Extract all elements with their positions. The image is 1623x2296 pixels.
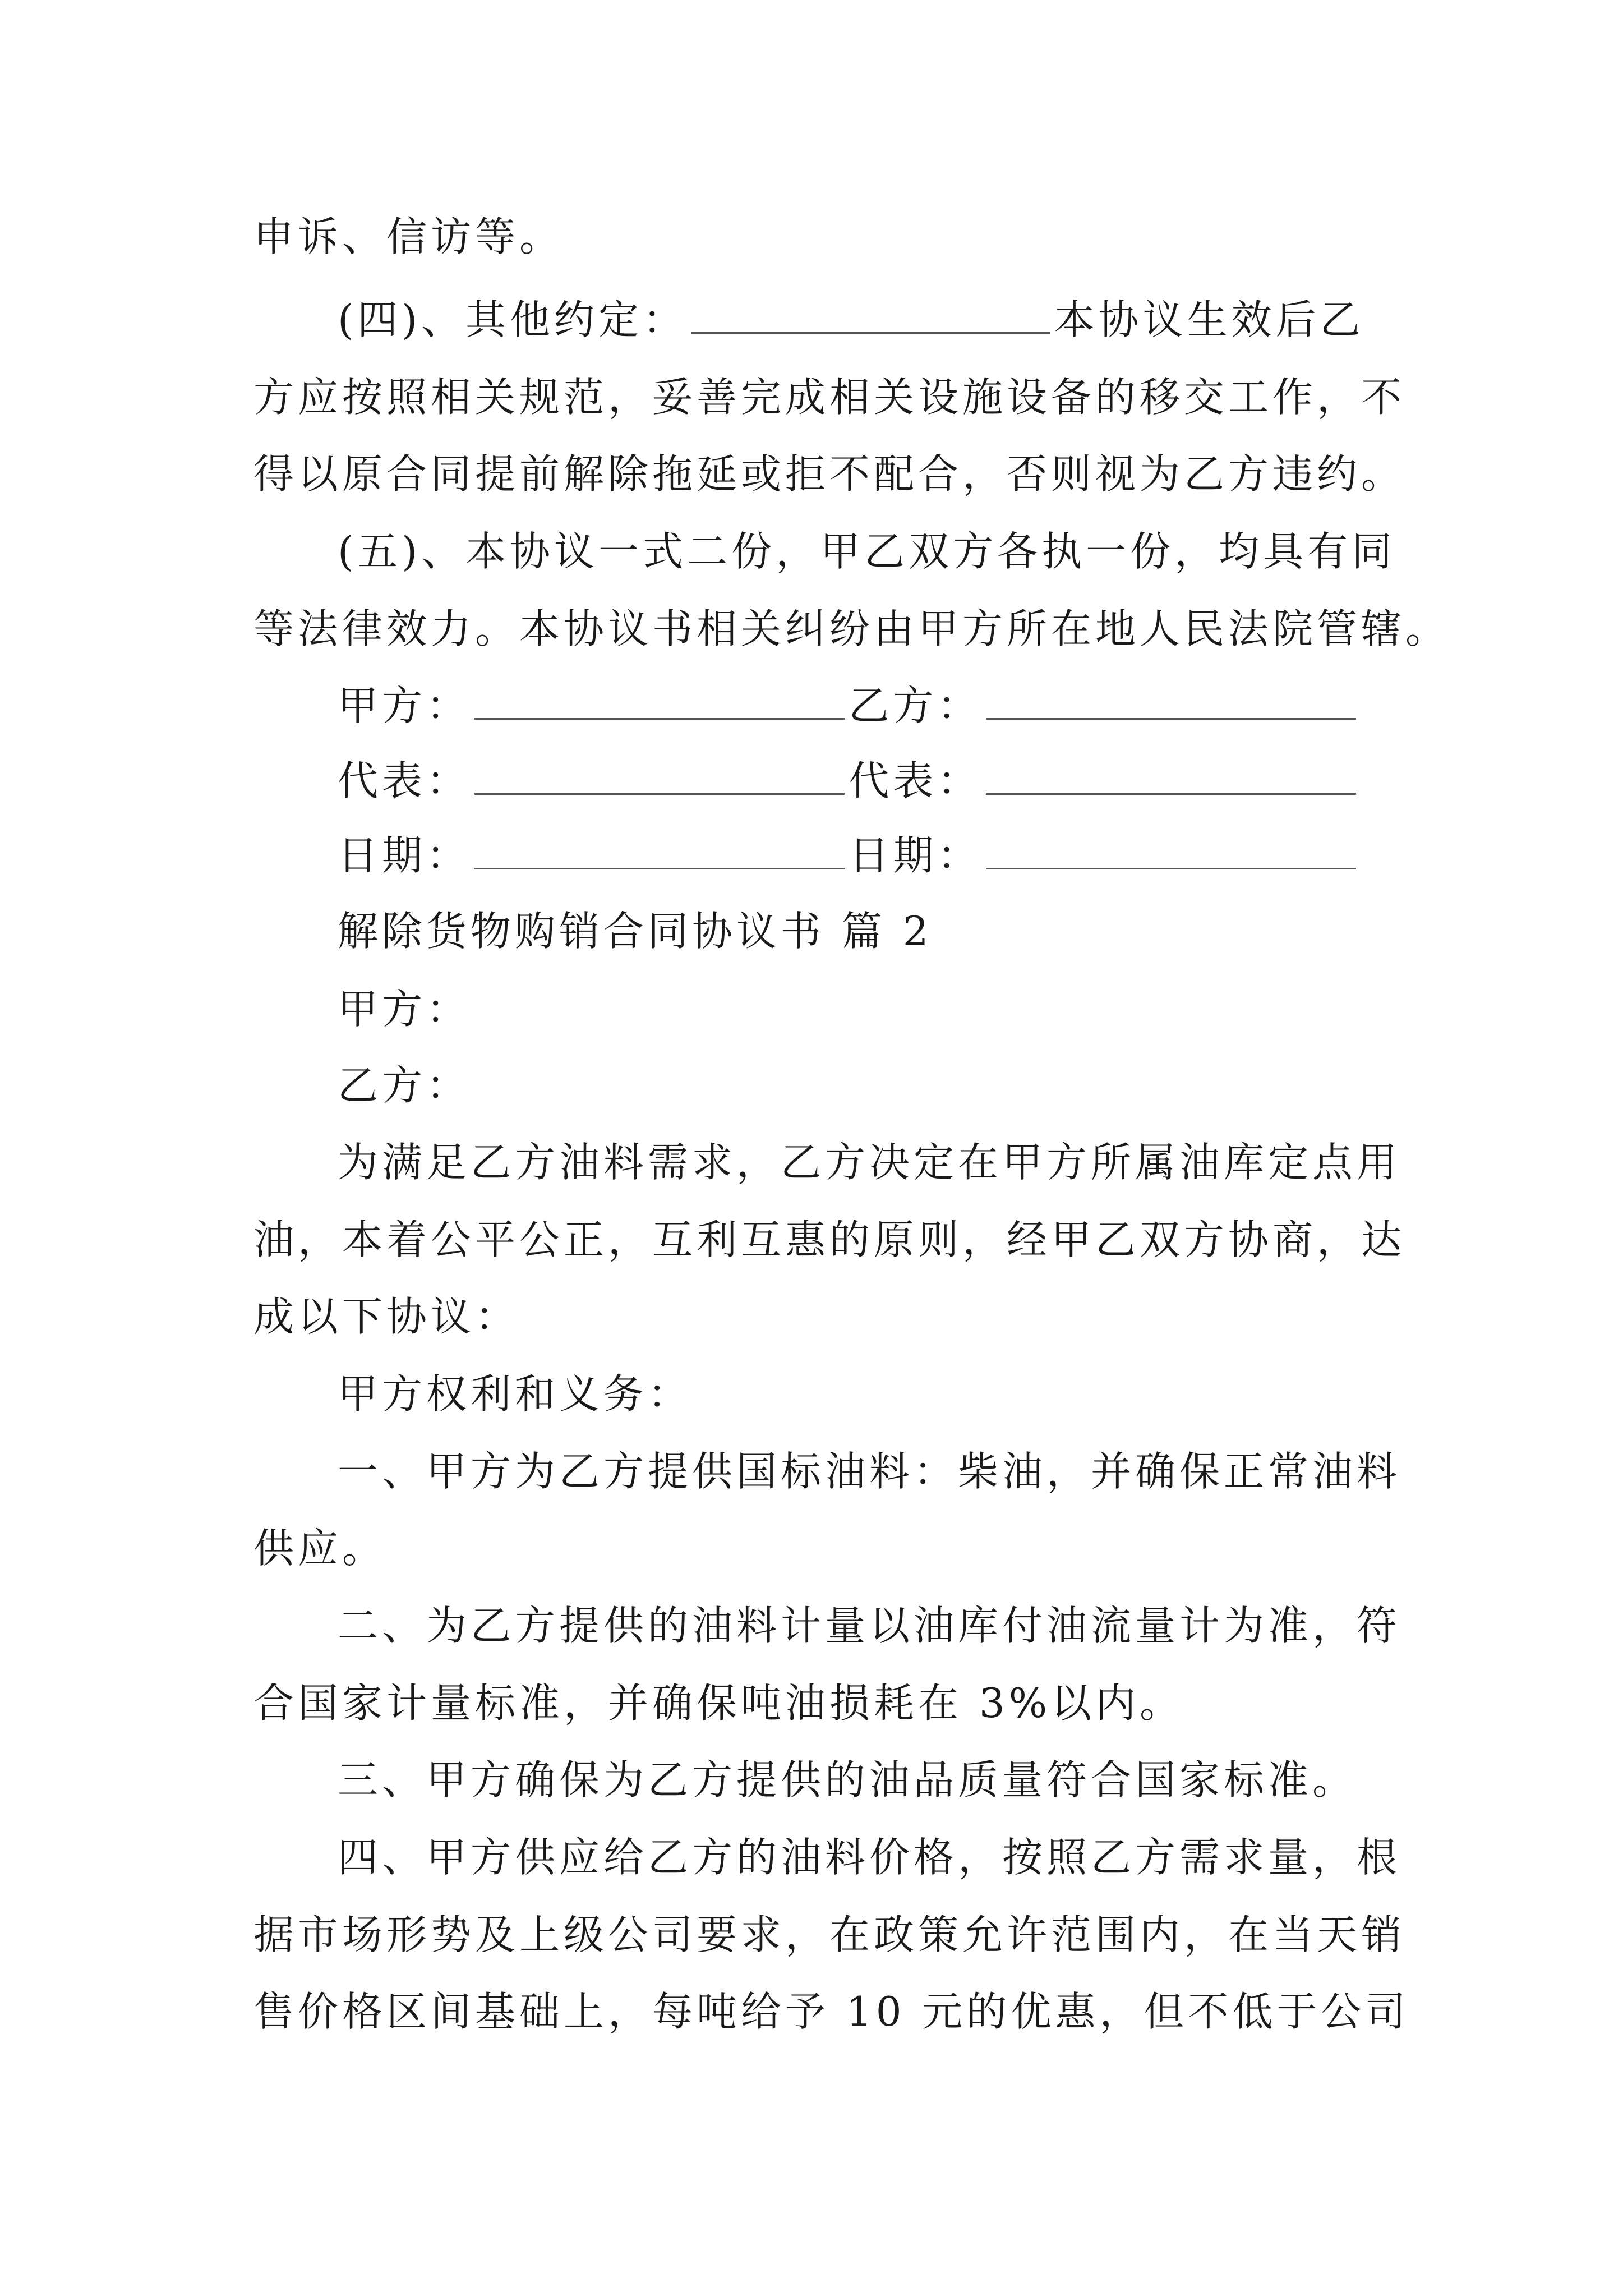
paragraph-line: 三、甲方确保为乙方提供的油品质量符合国家标准。 (338, 1756, 1357, 1803)
blank-line (474, 684, 845, 720)
date-a-label: 日期： (338, 832, 471, 879)
party-a-line: 甲方： (338, 986, 471, 1033)
blank-line (474, 759, 845, 795)
date-b-label: 日期： (849, 832, 982, 879)
paragraph-line: 成以下协议： (253, 1293, 520, 1340)
paragraph-line: 据市场形势及上级公司要求，在政策允许范围内，在当天销 (253, 1911, 1406, 1958)
signature-row-party (338, 679, 1386, 733)
paragraph-line: 二、为乙方提供的油料计量以油库付油流量计为准，符 (338, 1602, 1401, 1649)
blank-line (691, 298, 1050, 334)
paragraph-line: 申诉、信访等。 (253, 213, 564, 260)
paragraph-line: 合国家计量标准，并确保吨油损耗在 3%以内。 (253, 1680, 1184, 1727)
paragraph-line: (五)、本协议一式二份，甲乙双方各执一份，均具有同 (338, 528, 1396, 575)
paragraph-line: 油，本着公平公正，互利互惠的原则，经甲乙双方协商，达 (253, 1216, 1406, 1263)
rep-b-label: 代表： (849, 757, 982, 804)
paragraph-line: 供应。 (253, 1525, 387, 1572)
party-b-line: 乙方： (338, 1062, 471, 1109)
party-a-label: 甲方： (338, 682, 471, 729)
paragraph-line: 一、甲方为乙方提供国标油料：柴油，并确保正常油料 (338, 1448, 1401, 1495)
section-heading: 甲方权利和义务： (338, 1370, 693, 1418)
blank-line (986, 684, 1356, 720)
party-b-label: 乙方： (849, 682, 982, 729)
paragraph-line: 等法律效力。本协议书相关纠纷由甲方所在地人民法院管辖。 (253, 605, 1450, 652)
blank-line (474, 834, 845, 869)
section-title: 解除货物购销合同协议书 篇 2 (338, 908, 933, 955)
signature-row-representative (338, 754, 1386, 808)
paragraph-line: 售价格区间基础上，每吨给予 10 元的优惠，但不低于公司 (253, 1988, 1410, 2035)
paragraph-line: 方应按照相关规范，妥善完成相关设施设备的移交工作，不 (253, 374, 1406, 421)
rep-a-label: 代表： (338, 757, 471, 804)
paragraph-line: 得以原合同提前解除拖延或拒不配合，否则视为乙方违约。 (253, 450, 1406, 498)
blank-line (986, 759, 1356, 795)
paragraph-line: 为满足乙方油料需求，乙方决定在甲方所属油库定点用 (338, 1139, 1401, 1186)
signature-row-date (338, 829, 1386, 882)
blank-line (986, 834, 1356, 869)
clause-text: 本协议生效后乙 (1054, 296, 1364, 343)
paragraph-line-other-agreement (338, 293, 1386, 347)
paragraph-line: 四、甲方供应给乙方的油料价格，按照乙方需求量，根 (338, 1834, 1401, 1881)
clause-label: (四)、其他约定： (338, 296, 688, 343)
